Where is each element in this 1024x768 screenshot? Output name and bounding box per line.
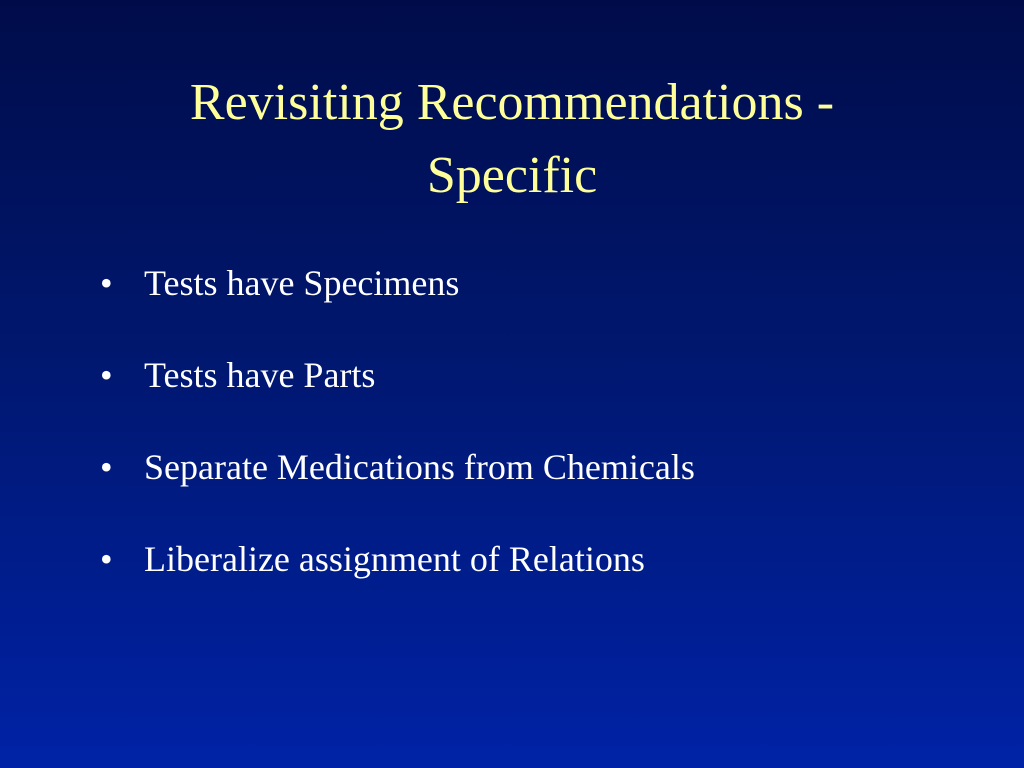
bullet-item xyxy=(100,532,980,624)
bullet-text: Tests have Parts xyxy=(144,355,376,395)
bullet-dot-icon: • xyxy=(100,263,113,303)
bullet-text: Separate Medications from Chemicals xyxy=(144,447,695,487)
bullet-list xyxy=(100,256,980,624)
slide-title xyxy=(60,66,964,212)
bullet-item xyxy=(100,348,980,440)
bullet-item xyxy=(100,256,980,348)
bullet-dot-icon: • xyxy=(100,539,113,579)
bullet-text: Tests have Specimens xyxy=(144,263,460,303)
slide-title-line-1: Revisiting Recommendations - xyxy=(189,74,835,131)
bullet-dot-icon: • xyxy=(100,447,113,487)
bullet-dot-icon: • xyxy=(100,355,113,395)
bullet-item xyxy=(100,440,980,532)
slide-title-line-2: Specific xyxy=(426,147,598,204)
bullet-text: Liberalize assignment of Relations xyxy=(144,539,645,579)
